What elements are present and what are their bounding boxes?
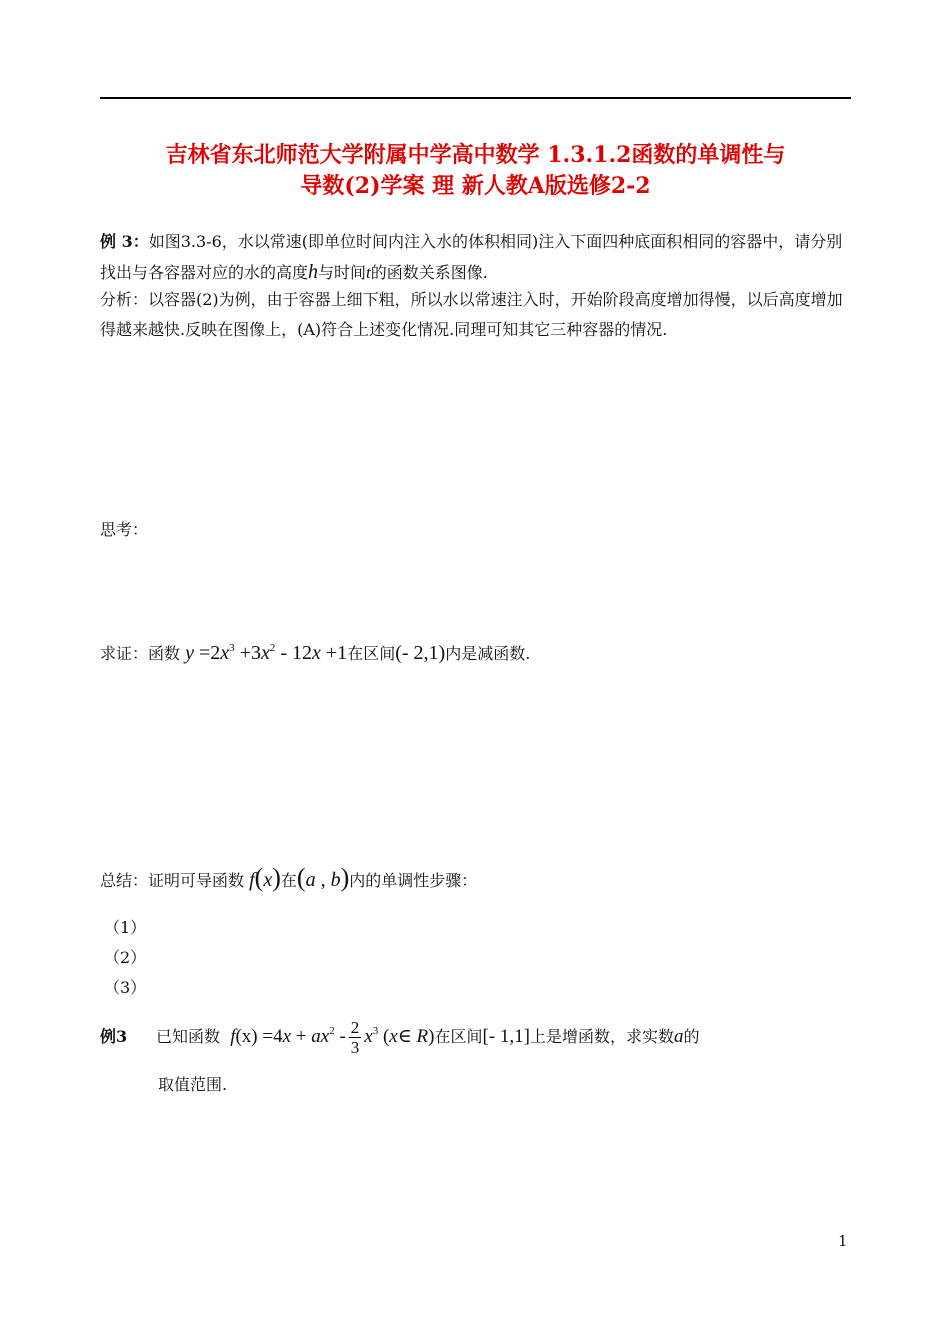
example-text-b: 与时间: [318, 263, 367, 282]
summary-line: [100, 865, 852, 896]
summary-fx-close: ): [272, 863, 281, 892]
summary-fx-x: x: [263, 869, 273, 891]
summary-function: [249, 863, 281, 892]
problem-suffix-a: 上是增函数，求实数: [529, 1027, 674, 1046]
proof-interval: (- 2,1): [395, 642, 446, 664]
formula-minus: - 12: [280, 642, 313, 664]
problem-mid: 在区间: [434, 1027, 483, 1046]
var-h: h: [308, 261, 319, 283]
formula-plus: +3: [239, 642, 261, 664]
proof-suffix: 内是减函数.: [445, 644, 531, 663]
title-line-2: 导数(2)学案 理 新人教A版选修2-2: [300, 173, 651, 199]
formula-x1: x: [220, 642, 230, 664]
example-text-a: 如图3.3-6，水以常速(即单位时间内注入水的体积相同)注入下面四种底面积相同的容器中，请分别找出与各容器对应的水的高度: [100, 232, 843, 282]
problem-eq: =4: [262, 1026, 283, 1047]
problem-x1: x: [282, 1026, 292, 1047]
example-3-label: 例3: [100, 1027, 128, 1046]
formula-x3: x: [312, 642, 321, 664]
cond-open: (: [382, 1026, 390, 1047]
problem-function: [230, 1018, 435, 1058]
step-1: （1）: [104, 918, 147, 937]
summary-a: a: [305, 869, 316, 891]
document-title: [100, 140, 851, 202]
problem-plus: +: [295, 1026, 307, 1047]
problem-a: a: [311, 1026, 321, 1047]
summary-comma: ,: [315, 869, 331, 891]
problem-x3: x: [364, 1026, 373, 1047]
summary-fx-open: (: [254, 863, 264, 892]
summary-interval: [296, 863, 350, 892]
problem-f: f: [230, 1026, 236, 1047]
summary-mid: 在: [280, 871, 297, 890]
problem-interval: [- 1,1]: [482, 1026, 530, 1047]
formula-eq: =2: [199, 642, 221, 664]
example-label-colon: ：: [132, 232, 149, 251]
page-number: 1: [838, 1232, 848, 1250]
formula-e1: 3: [229, 642, 235, 654]
problem-fraction: [349, 1018, 362, 1057]
formula-e2: 2: [269, 642, 276, 654]
proof-formula: [185, 642, 347, 664]
summary-suffix: 内的单调性步骤：: [349, 871, 478, 890]
summary-f: f: [249, 869, 255, 891]
example-label: 例 3: [100, 232, 133, 251]
cond-R: R: [416, 1026, 429, 1047]
problem-suffix-b: 的: [683, 1027, 700, 1046]
proof-prefix: 求证：函数: [100, 644, 181, 663]
title-line-1: 吉林省东北师范大学附属中学高中数学 1.3.1.2函数的单调性与: [165, 142, 786, 168]
summary-ab-open: (: [296, 863, 306, 892]
summary-prefix: 总结：证明可导函数: [100, 871, 245, 890]
problem-minus: -: [339, 1026, 346, 1047]
problem-e3: 3: [372, 1025, 379, 1037]
cond-x: x: [389, 1026, 398, 1047]
problem-x2: x: [320, 1026, 330, 1047]
problem-var-a: a: [674, 1026, 684, 1047]
fraction-numerator: 2: [350, 1018, 360, 1038]
cond-in: ∈: [397, 1026, 412, 1047]
problem-paren-x: (x): [235, 1026, 258, 1047]
step-2: （2）: [104, 948, 147, 967]
step-3: （3）: [104, 978, 147, 997]
formula-y: y: [185, 642, 194, 664]
example-text-c: 的函数关系图像.: [370, 263, 488, 282]
proof-mid: 在区间: [347, 644, 396, 663]
problem-line-2: 取值范围.: [158, 1075, 228, 1095]
header-rule: [100, 97, 851, 99]
problem-e2: 2: [329, 1025, 335, 1037]
problem-prefix: 已知函数: [156, 1027, 221, 1046]
var-t: t: [366, 263, 371, 282]
proof-statement: [100, 633, 852, 669]
fraction-denominator: 3: [350, 1038, 360, 1058]
cond-close: ): [428, 1026, 435, 1047]
think-heading: 思考：: [100, 520, 149, 539]
summary-ab-close: ): [340, 863, 350, 892]
summary-b: b: [330, 869, 341, 891]
analysis-paragraph: 分析：以容器(2)为例，由于容器上细下粗，所以水以常速注入时，开始阶段高度增加得慢，以后高度增加得越来越快.反映在图像上，(A)符合上述变化情况.同理可知其它三种容器的情况.: [100, 290, 843, 339]
example-3-intro: [100, 227, 852, 288]
formula-x2: x: [260, 642, 270, 664]
formula-tail: +1: [325, 642, 348, 664]
example-3-problem: [100, 1015, 852, 1101]
